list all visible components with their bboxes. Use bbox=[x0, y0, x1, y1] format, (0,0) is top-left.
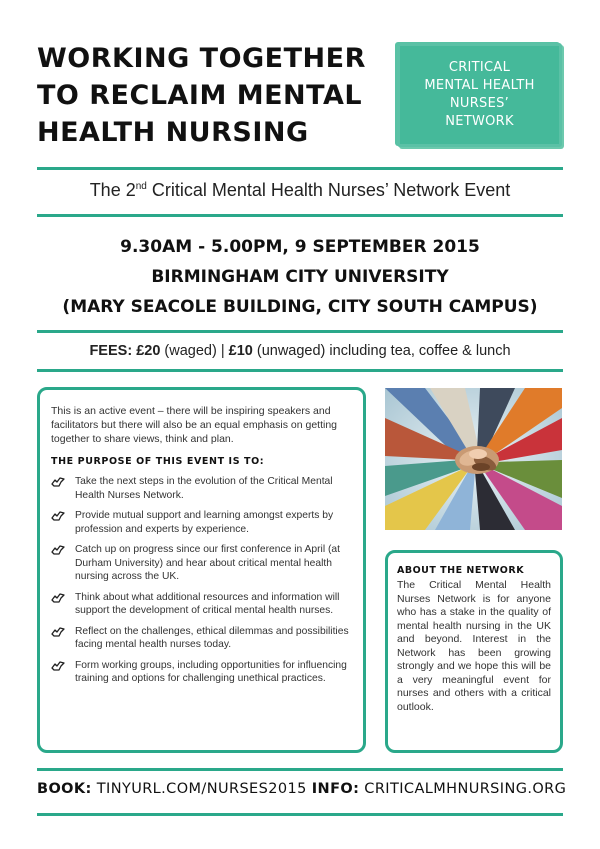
hand-pointer-icon bbox=[51, 511, 65, 521]
divider bbox=[37, 768, 563, 771]
hand-pointer-icon bbox=[51, 661, 65, 671]
footer-links bbox=[37, 781, 567, 797]
network-heading: ABOUT THE NETWORK bbox=[397, 565, 525, 576]
purpose-text: Reflect on the challenges, ethical dilemmas and possibilities facing mental health nurses today. bbox=[75, 625, 349, 650]
list-item bbox=[51, 625, 350, 652]
event-venue: BIRMINGHAM CITY UNIVERSITY bbox=[151, 267, 449, 287]
book-link[interactable]: TINYURL.COM/NURSES2015 bbox=[91, 781, 312, 797]
title-line: WORKING TOGETHER bbox=[37, 43, 366, 74]
event-subtitle bbox=[37, 180, 563, 201]
purpose-list bbox=[51, 475, 350, 686]
subtitle-sup: nd bbox=[135, 181, 147, 192]
hand-pointer-icon bbox=[51, 627, 65, 637]
fees-waged-amount: £20 bbox=[136, 343, 161, 359]
network-text: The Critical Mental Health Nurses Network is for anyone who has a stake in the quality of mental health nursing in the UK and beyond. Interest in the Network has been growing strongly and we hope this will be a very meaningful event for nurses and others with a critical outlook. bbox=[397, 579, 551, 713]
list-item bbox=[51, 509, 350, 536]
logo-line: CRITICAL bbox=[448, 60, 511, 75]
divider bbox=[37, 214, 563, 217]
list-item bbox=[51, 475, 350, 502]
subtitle-post: Critical Mental Health Nurses’ Network Event bbox=[146, 180, 511, 200]
event-time-date: 9.30AM - 5.00PM, 9 SEPTEMBER 2015 bbox=[120, 237, 480, 257]
purpose-text: Think about what additional resources and information will support the development of critical mental health nurses. bbox=[75, 591, 340, 616]
logo-line: MENTAL HEALTH bbox=[424, 78, 535, 93]
title-line: TO RECLAIM MENTAL bbox=[37, 80, 363, 111]
info-label: INFO: bbox=[311, 781, 360, 797]
hand-pointer-icon bbox=[51, 593, 65, 603]
list-item bbox=[51, 659, 350, 686]
list-item bbox=[51, 591, 350, 618]
list-item bbox=[51, 543, 350, 584]
event-when-where bbox=[37, 232, 563, 322]
hand-pointer-icon bbox=[51, 545, 65, 555]
purpose-text: Catch up on progress since our first conference in April (at Durham University) and hear about critical mental health nursing across the UK. bbox=[75, 544, 340, 582]
purpose-text: Take the next steps in the evolution of the Critical Mental Health Nurses Network. bbox=[75, 476, 333, 501]
fees-unwaged-amount: £10 bbox=[228, 343, 253, 359]
fees-unwaged-text: (unwaged) including tea, coffee & lunch bbox=[252, 343, 511, 359]
logo-line: NURSES’ bbox=[449, 96, 510, 111]
divider bbox=[37, 167, 563, 170]
logo-line: NETWORK bbox=[445, 114, 514, 129]
network-logo bbox=[397, 43, 562, 147]
divider bbox=[37, 369, 563, 372]
fees-line bbox=[37, 343, 563, 359]
title-line: HEALTH NURSING bbox=[37, 117, 309, 148]
purpose-text: Form working groups, including opportunities for influencing training and options for challenging unethical practices. bbox=[75, 659, 347, 684]
purpose-heading: THE PURPOSE OF THIS EVENT IS TO: bbox=[51, 456, 265, 467]
page-title bbox=[37, 40, 397, 151]
purpose-text: Provide mutual support and learning amongst experts by profession and experts by experience. bbox=[75, 510, 334, 535]
event-building: (MARY SEACOLE BUILDING, CITY SOUTH CAMPUS) bbox=[62, 297, 538, 317]
hands-illustration bbox=[385, 388, 562, 530]
purpose-box bbox=[37, 387, 366, 753]
intro-text: This is an active event – there will be inspiring speakers and facilitators but there will also be an equal emphasis on getting together to share views, think and plan. bbox=[51, 405, 338, 445]
fees-label: FEES: bbox=[89, 343, 133, 359]
divider bbox=[37, 330, 563, 333]
book-label: BOOK: bbox=[37, 781, 92, 797]
divider bbox=[37, 813, 563, 816]
subtitle-pre: The 2 bbox=[89, 180, 136, 200]
fees-waged-text: (waged) | bbox=[160, 343, 229, 359]
about-network-box bbox=[385, 550, 563, 753]
hand-pointer-icon bbox=[51, 477, 65, 487]
info-link[interactable]: CRITICALMHNURSING.ORG bbox=[359, 781, 567, 797]
hands-together-photo bbox=[385, 388, 562, 530]
